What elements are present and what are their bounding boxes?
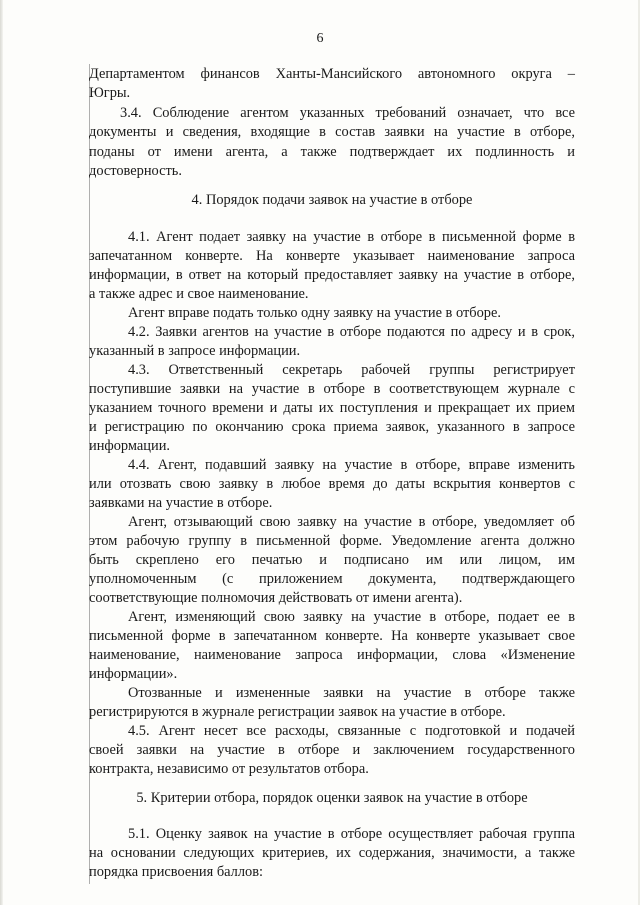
text-line: 4.3. Ответственный секретарь рабочей группы регистрирует	[128, 362, 575, 378]
text-line: запечатанном конверте. На конверте указывает наименование запроса	[89, 248, 575, 264]
text-line: регистрируются в журнале регистрации заявок на участие в отборе.	[89, 704, 506, 720]
text-line: или отозвать свою заявку в любое время до даты вскрытия конвертов с	[89, 476, 575, 492]
text-line: поступившие заявки на участие в отборе в соответствующем журнале с	[89, 381, 575, 397]
text-line: указанный в запросе информации.	[89, 343, 301, 359]
text-line: контракта, независимо от результатов отбора.	[89, 761, 369, 777]
text-line: Югры.	[89, 85, 131, 101]
section-heading: 5. Критерии отбора, порядок оценки заявок на участие в отборе	[136, 790, 528, 806]
scan-edge-left	[0, 0, 3, 905]
text-line: 5.1. Оценку заявок на участие в отборе осуществляет рабочая группа	[128, 826, 575, 842]
text-line: указанием точного времени и даты их поступления и прекращает их прием	[89, 400, 575, 416]
text-line: информации, в ответ на который предоставляет заявку на участие в отборе,	[89, 267, 575, 283]
section-heading: 4. Порядок подачи заявок на участие в отборе	[191, 192, 473, 208]
page-number: 6	[316, 31, 324, 46]
text-line: информации.	[89, 438, 170, 454]
text-line: Отозванные и измененные заявки на участие в отборе также	[128, 685, 575, 701]
text-line: Агент, изменяющий свою заявку на участие в отборе, подает ее в	[128, 609, 575, 625]
text-line: заявками на участие в отборе.	[89, 495, 273, 511]
text-line: Агент, отзывающий свою заявку на участие в отборе, уведомляет об	[128, 514, 575, 530]
text-line: а также адрес и свое наименование.	[89, 286, 309, 302]
text-line: наименование, наименование запроса информации, слова «Изменение	[89, 647, 575, 663]
text-line: и регистрацию по окончанию срока приема заявок, указанного в запросе	[89, 419, 575, 435]
text-line: 3.4. Соблюдение агентом указанных требований означает, что все	[120, 105, 575, 121]
text-line: поданы от имени агента, а также подтверждает их подлинность и	[89, 144, 575, 160]
text-line: своей заявки на участие в отборе и заключением государственного	[89, 742, 575, 758]
text-line: информации».	[89, 666, 178, 682]
text-line: этом рабочую группу в письменной форме. Уведомление агента должно	[89, 533, 575, 549]
text-line: порядка присвоения баллов:	[89, 864, 264, 880]
text-line: документы и сведения, входящие в состав заявки на участие в отборе,	[89, 124, 575, 140]
text-line: 4.2. Заявки агентов на участие в отборе подаются по адресу и в срок,	[128, 324, 575, 340]
text-line: Департаментом финансов Ханты-Мансийского автономного округа –	[89, 66, 575, 82]
text-line: 4.5. Агент несет все расходы, связанные с подготовкой и подачей	[128, 723, 575, 739]
text-line: достоверность.	[89, 163, 182, 179]
text-line: Агент вправе подать только одну заявку на участие в отборе.	[128, 305, 501, 321]
text-line: соответствующие полномочия действовать от имени агента).	[89, 590, 463, 606]
text-line: на основании следующих критериев, их содержания, значимости, а также	[89, 845, 575, 861]
text-line: письменной форме в запечатанном конверте. На конверте указывает свое	[89, 628, 575, 644]
text-line: 4.4. Агент, подавший заявку на участие в отборе, вправе изменить	[128, 457, 575, 473]
text-line: быть скреплено его печатью и подписано им или лицом, им	[89, 552, 575, 568]
text-line: уполномоченным (с приложением документа, подтверждающего	[89, 571, 575, 587]
text-line: 4.1. Агент подает заявку на участие в отборе в письменной форме в	[128, 229, 575, 245]
